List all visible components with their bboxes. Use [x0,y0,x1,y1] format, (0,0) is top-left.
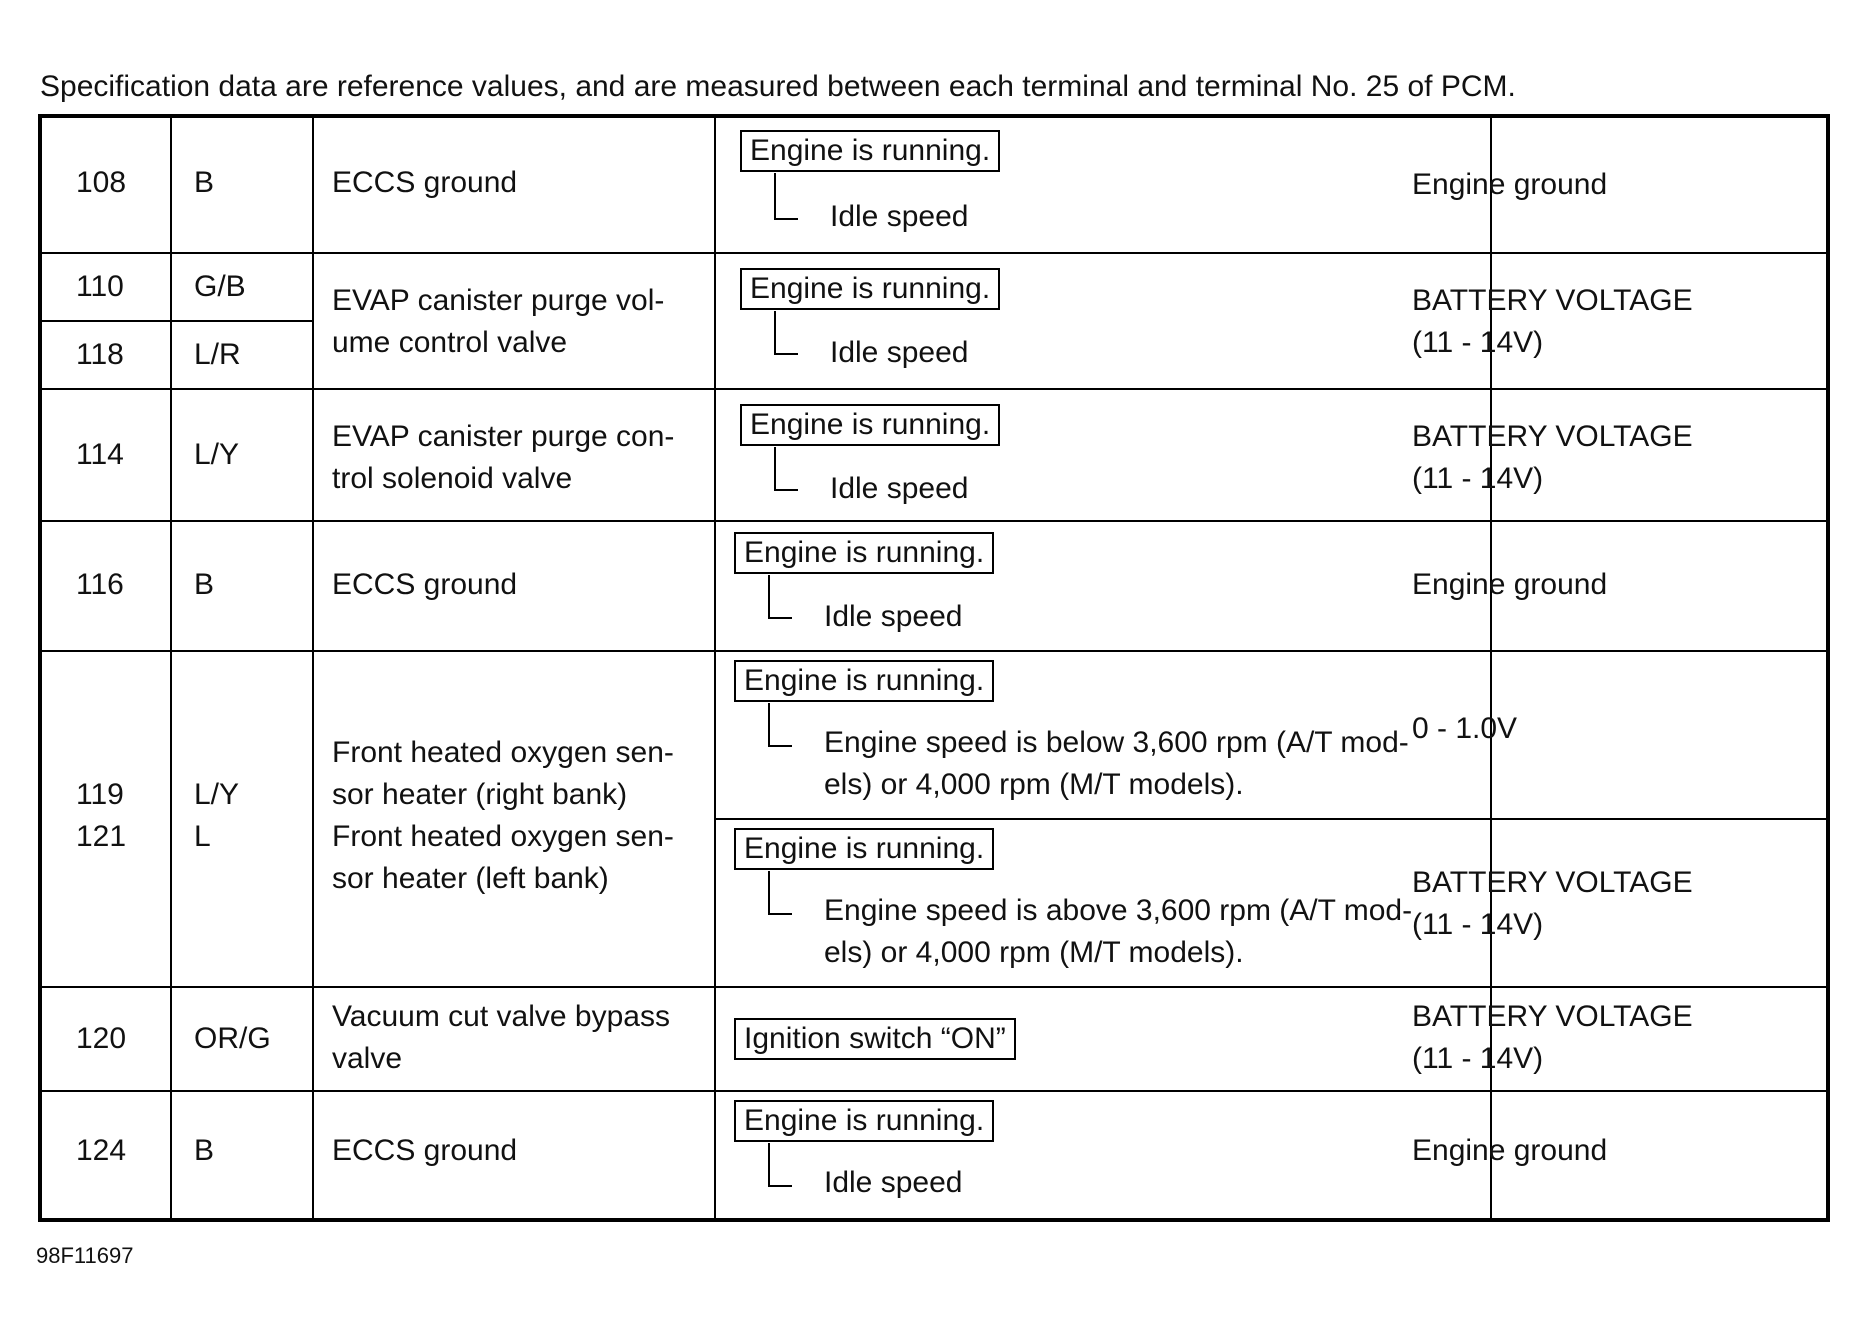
terminal-number: 124 [76,1134,127,1167]
condition-box: Engine is running. [740,268,1000,310]
row-divider [42,252,1826,254]
sub-condition-line: Engine speed is below 3,600 rpm (A/T mod- [824,726,1409,759]
sub-condition: Idle speed [824,600,963,633]
wire-color [172,774,314,858]
wire-line: L [194,820,211,853]
spec-value [1392,996,1832,1080]
spec-value [1392,280,1832,364]
value-line: (11 - 14V) [1412,908,1544,941]
wire-color: B [194,1134,215,1167]
value-line: BATTERY VOLTAGE [1412,284,1693,317]
condition-box: Engine is running. [734,532,994,574]
terminal-number: 118 [76,338,124,371]
item-name [314,280,716,364]
item-name: ECCS ground [332,1134,518,1167]
branch-line [768,871,792,915]
value-line: BATTERY VOLTAGE [1412,866,1693,899]
wire-line: L/Y [194,778,240,811]
value-line: BATTERY VOLTAGE [1412,420,1693,453]
branch-line [774,173,798,220]
item-line: trol solenoid valve [332,462,573,495]
item-line: Front heated oxygen sen- [332,736,674,769]
wire-color: G/B [194,270,246,303]
branch-line [768,1143,792,1187]
row-divider [42,520,1826,522]
item-line: valve [332,1042,403,1075]
spec-value: Engine ground [1412,1134,1608,1167]
condition-box: Engine is running. [734,660,994,702]
sub-condition: Idle speed [830,200,969,233]
spec-value [1392,416,1832,500]
item-name [314,416,716,500]
sub-condition-line: Engine speed is above 3,600 rpm (A/T mod- [824,894,1413,927]
spec-value: Engine ground [1412,568,1608,601]
item-name [314,996,716,1080]
item-name: ECCS ground [332,568,518,601]
value-line: (11 - 14V) [1412,326,1544,359]
sub-condition: Idle speed [830,472,969,505]
wire-color: B [194,568,215,601]
figure-id: 98F11697 [36,1243,134,1268]
value-line: BATTERY VOLTAGE [1412,1000,1693,1033]
value-line: (11 - 14V) [1412,1042,1544,1075]
terminal-line: 119 [76,778,124,811]
item-line: EVAP canister purge con- [332,420,675,453]
terminal-line: 121 [76,820,127,853]
row-divider [42,320,312,322]
sub-condition: Idle speed [824,1166,963,1199]
wire-color: L/Y [194,438,240,471]
condition-box: Ignition switch “ON” [734,1018,1016,1060]
condition-box: Engine is running. [740,130,1000,172]
wire-color: B [194,166,215,199]
item-line: sor heater (left bank) [332,862,609,895]
value-line: (11 - 14V) [1412,462,1544,495]
terminal-number: 116 [76,568,124,601]
spec-value [1392,862,1832,946]
sub-condition [824,890,1412,974]
row-divider [714,818,1826,820]
terminal-number: 114 [76,438,124,471]
item-line: Vacuum cut valve bypass [332,1000,670,1033]
row-divider [42,650,1826,652]
item-name [314,732,716,900]
item-line: ume control valve [332,326,568,359]
terminal-number: 108 [76,166,127,199]
branch-line [774,447,798,491]
item-name: ECCS ground [332,166,518,199]
terminal-number: 110 [76,270,124,303]
row-divider [42,986,1826,988]
sub-condition-line: els) or 4,000 rpm (M/T models). [824,936,1244,969]
sub-condition [824,722,1409,806]
spec-value: 0 - 1.0V [1412,712,1518,745]
item-line: Front heated oxygen sen- [332,820,674,853]
branch-line [768,703,792,747]
spec-value: Engine ground [1412,168,1608,201]
terminal-spec-table [38,114,1830,1222]
sub-condition-line: els) or 4,000 rpm (M/T models). [824,768,1244,801]
condition-box: Engine is running. [740,404,1000,446]
wire-color: OR/G [194,1022,271,1055]
terminal-number: 120 [76,1022,127,1055]
branch-line [768,575,792,619]
branch-line [774,311,798,355]
row-divider [42,1090,1826,1092]
sub-condition: Idle speed [830,336,969,369]
condition-box: Engine is running. [734,1100,994,1142]
row-divider [42,388,1826,390]
specification-note: Specification data are reference values, and are measured between each terminal and terminal No. 25 of PCM. [40,70,1516,103]
terminal-number [42,774,172,858]
item-line: EVAP canister purge vol- [332,284,665,317]
item-line: sor heater (right bank) [332,778,628,811]
wire-color: L/R [194,338,241,371]
condition-box: Engine is running. [734,828,994,870]
